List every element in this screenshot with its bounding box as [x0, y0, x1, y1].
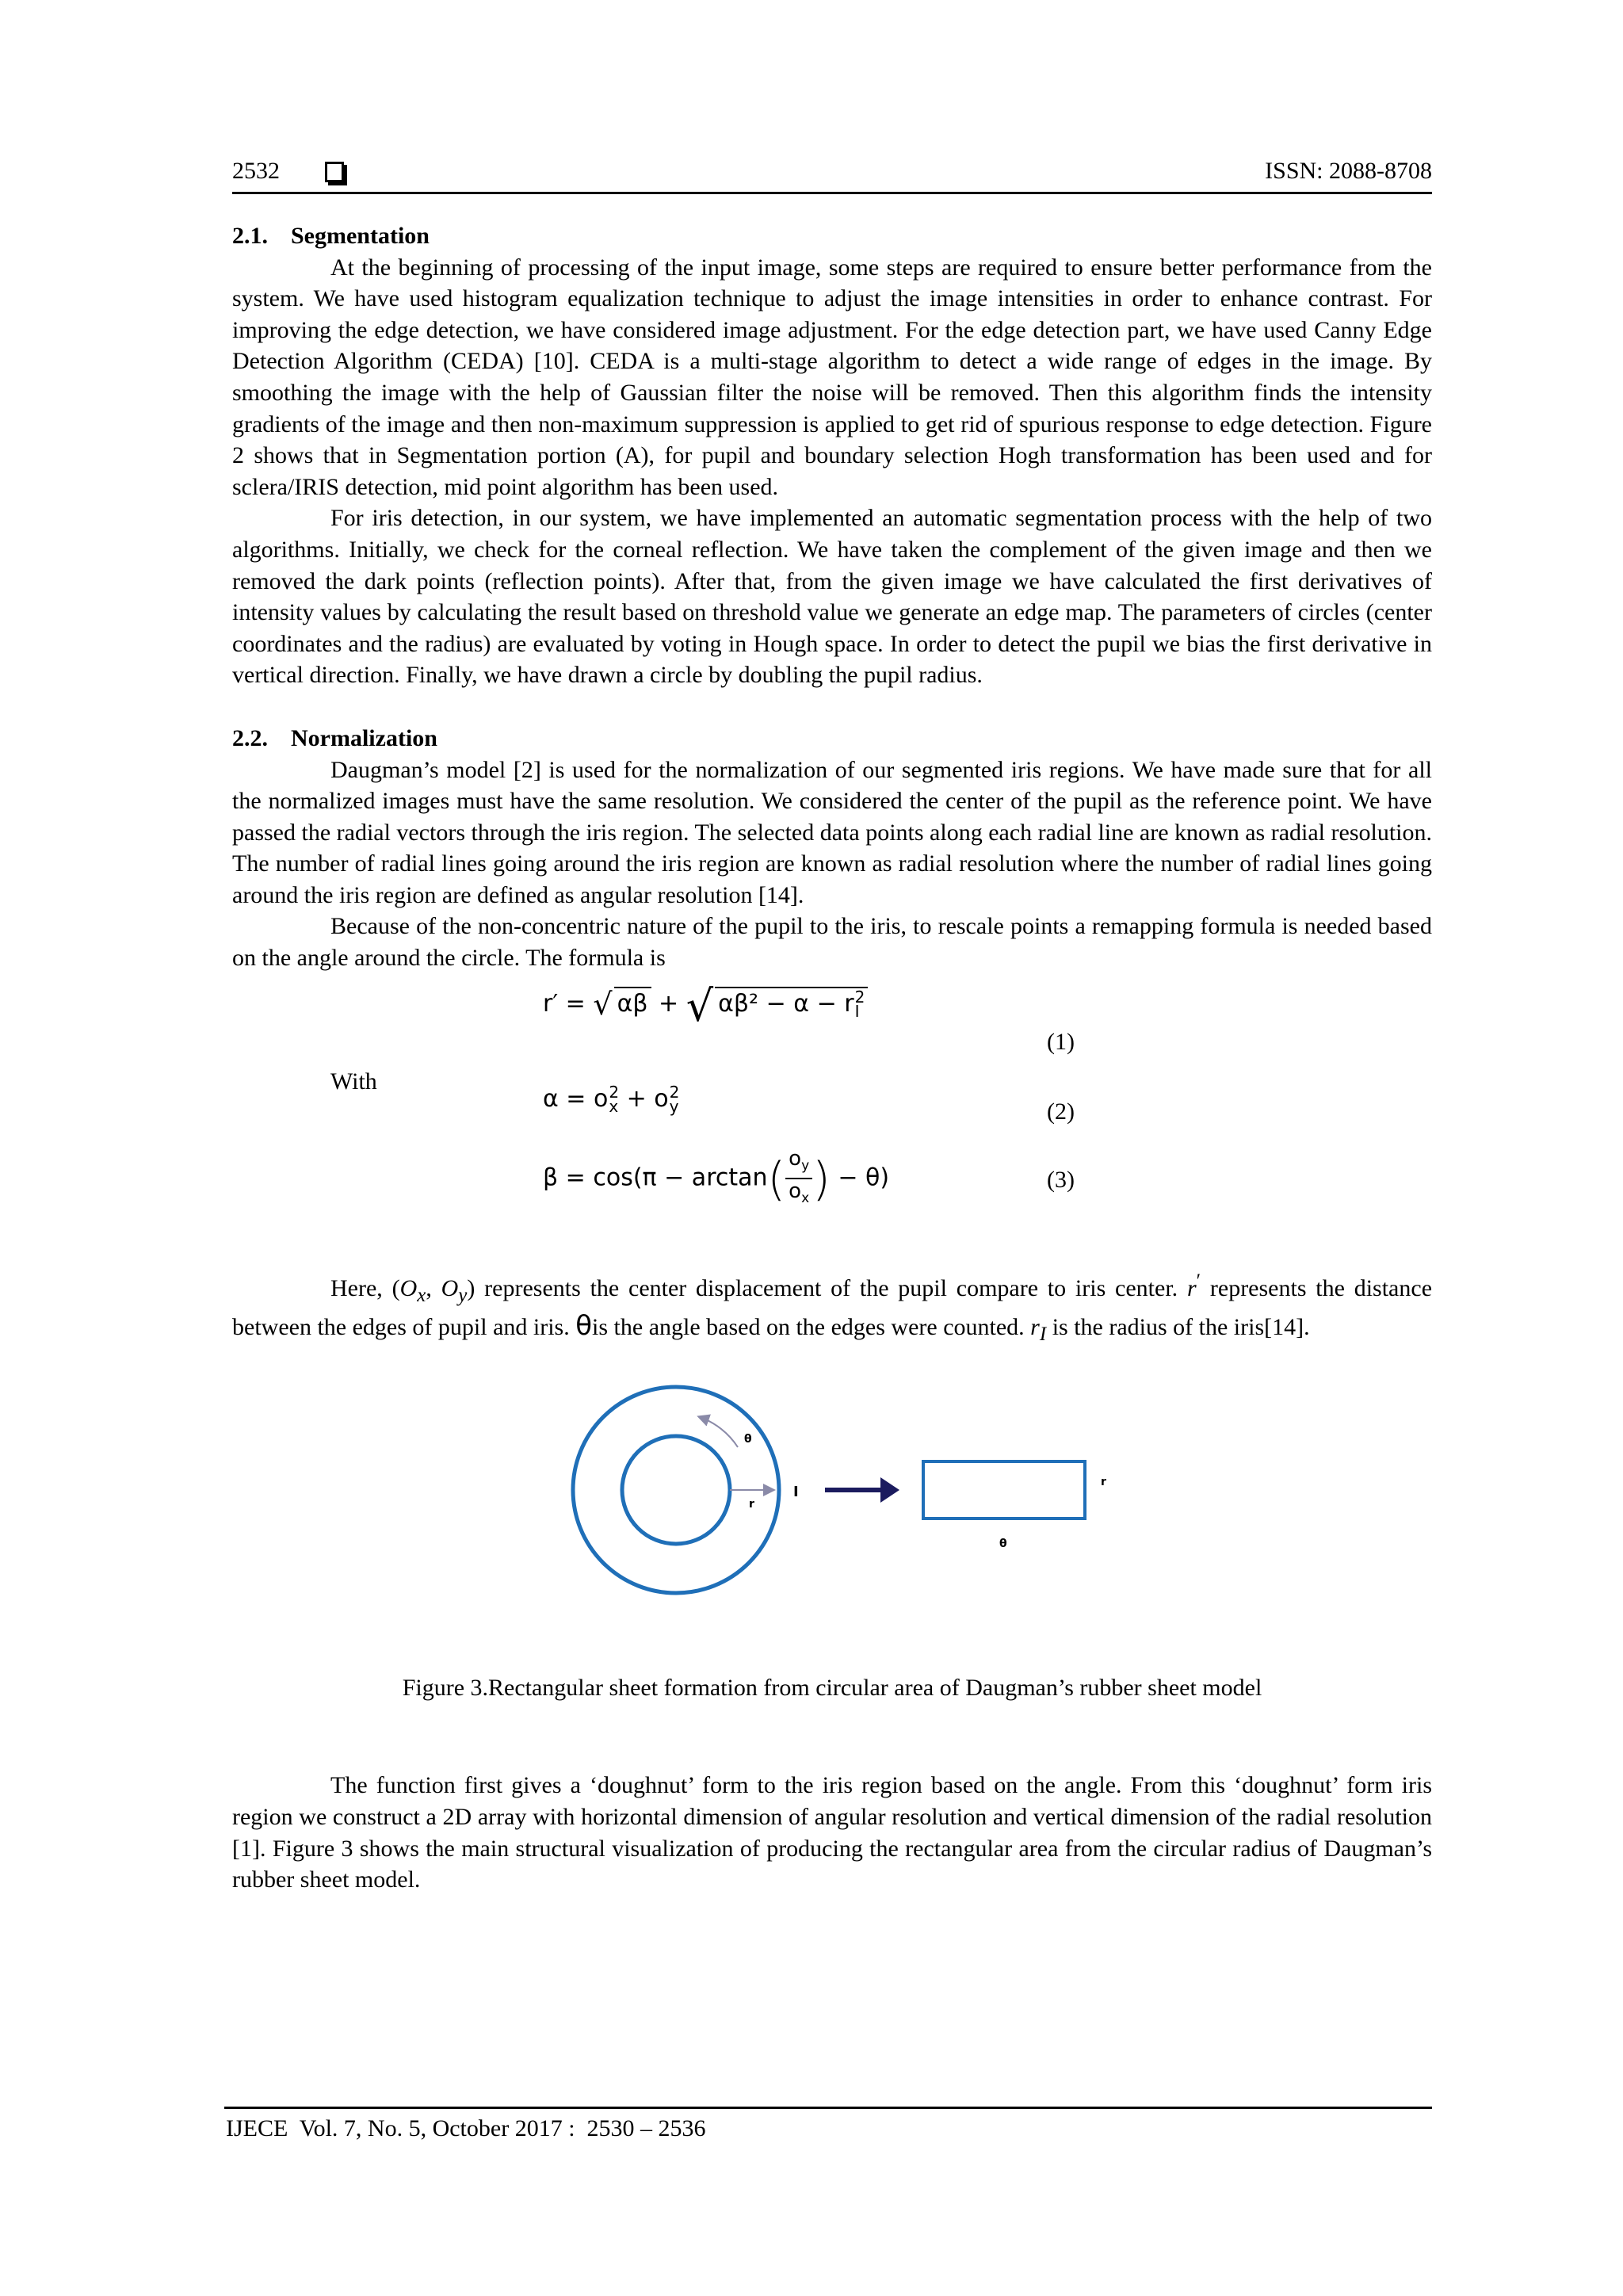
i-label: I: [793, 1483, 799, 1500]
rubber-sheet-diagram: [565, 1371, 1167, 1656]
theta-symbol: θ: [575, 1310, 593, 1343]
paragraph-normalization-2: Because of the non-concentric nature of the pupil to the iris, to rescale points a remapping formula is needed based on the angle around the circle. The formula is: [232, 913, 1432, 972]
eq2-mid: + o: [619, 1084, 669, 1113]
eq1-sup: 2: [854, 988, 865, 1007]
section-gap: [232, 691, 1432, 723]
equation-1: [543, 980, 868, 1031]
section-number: 2.1.: [232, 223, 268, 249]
eq1-lhs: r′ =: [543, 989, 594, 1018]
eq2-supsub-1: [609, 1083, 620, 1117]
ri-symbol: r: [1030, 1314, 1040, 1341]
eq1-radicand-2: [715, 987, 868, 1020]
normalized-rectangle: [923, 1461, 1085, 1519]
eq2-lhs: α = o: [543, 1084, 609, 1113]
eq3-fraction: [785, 1147, 812, 1210]
section-title: Normalization: [291, 724, 437, 751]
eq2-sub-1: x: [609, 1097, 619, 1117]
oy-symbol: O: [441, 1274, 459, 1301]
header-rule: [232, 192, 1432, 194]
page-number: 2532: [232, 158, 280, 184]
pupil-circle: [622, 1436, 730, 1544]
eq3-num-sub: y: [801, 1157, 810, 1174]
eq1-radicand-2-text: αβ² − α − r: [718, 989, 854, 1018]
paragraph-segmentation-1: At the beginning of processing of the input image, some steps are required to ensure better performance from the system. We have used histogram equalization technique to adjust the image intensities in order to enhance contrast. For improving the edge detection, we have considered image adjustment. For the edge detection part, we have used Canny Edge Detection Algorithm (CEDA) [10]. CEDA is a multi-stage algorithm to detect a wide range of edges in the image. By smoothing the image with the help of Gaussian filter the noise will be removed. Then this algorithm finds the intensity gradients of the image and then non-maximum suppression is applied to get rid of spurious response to edge detection. Figure 2 shows that in Segmentation portion (A), for pupil and boundary selection Hogh transformation has been used and for sclera/IRIS detection, mid point algorithm has been used.: [232, 254, 1432, 500]
journal-footer: IJECE Vol. 7, No. 5, October 2017 : 2530 – 2536: [226, 2115, 706, 2141]
paragraph-closing: The function first gives a ‘doughnut’ form to the iris region based on the angle. From this ‘doughnut’ form iris region we construct a 2D array with horizontal dimension of angular resolution and vertical dimension of the radial resolution [1]. Figure 3 shows the main structural visualization of producing the rectangular area from the circular radius of Daugman’s rubber sheet model.: [232, 1772, 1432, 1893]
section-heading-segmentation: [232, 220, 1432, 252]
eq1-plus: +: [651, 989, 686, 1018]
rect-r-label: r: [1101, 1475, 1106, 1488]
figure-3: [232, 1371, 1432, 1672]
equation-3: [543, 1147, 889, 1210]
section-heading-normalization: [232, 723, 1432, 755]
equation-number-3: (3): [1047, 1166, 1075, 1193]
transform-arrow-icon: [880, 1477, 899, 1503]
equation-number-1: (1): [1047, 1028, 1075, 1055]
main-content: [232, 220, 1432, 1896]
rect-theta-label: θ: [999, 1537, 1007, 1550]
eq3-numerator: [785, 1147, 812, 1179]
text-run: represents the distance between the edges of pupil and iris.: [232, 1274, 1433, 1341]
running-header: [232, 154, 1432, 189]
r-label: r: [749, 1497, 754, 1511]
paragraph-normalization-1: Daugman’s model [2] is used for the normalization of our segmented iris regions. We have made sure that for all the normalized images must have the same resolution. We considered the center of the pupil as the reference point. We have passed the radial vectors through the iris region. The selected data points along each radial line are known as radial resolution. The number of radial lines going around the iris region are known as radial resolution where the number of radial lines going around the iris region are defined as angular resolution [14].: [232, 756, 1432, 908]
eq2-sup-2: 2: [669, 1083, 680, 1102]
footer-rule: [224, 2107, 1432, 2109]
eq1-supsub: [854, 988, 865, 1022]
paragraph-explanation: [232, 1266, 1432, 1350]
figure-caption: Figure 3.Rectangular sheet formation from circular area of Daugman’s rubber sheet model: [402, 1674, 1262, 1701]
eq3-num-text: o: [789, 1146, 802, 1171]
equation-block: [232, 980, 1432, 1266]
text-run: is the angle based on the edges were counted.: [592, 1314, 1031, 1341]
r-prime-symbol: r: [1186, 1274, 1197, 1301]
section-number: 2.2.: [232, 724, 268, 751]
eq3-lhs: β = cos(π − arctan: [543, 1163, 768, 1192]
eq3-tail: − θ): [830, 1163, 890, 1192]
text-run: ) represents the center displacement of the pupil compare to iris center.: [467, 1274, 1187, 1301]
eq1-radicand-1: αβ: [614, 987, 651, 1020]
radical-sign: √: [593, 986, 613, 1022]
eq3-denominator: [785, 1179, 812, 1210]
prime-mark: ′: [1196, 1270, 1201, 1292]
equation-2: [543, 1083, 679, 1115]
eq3-den-sub: x: [801, 1190, 810, 1207]
oy-sub: y: [458, 1284, 468, 1306]
radical-sign: √: [685, 980, 714, 1031]
equation-number-2: (2): [1047, 1098, 1075, 1125]
ri-sub: I: [1039, 1324, 1047, 1346]
eq2-sub-2: y: [669, 1097, 679, 1117]
eq2-supsub-2: [669, 1083, 680, 1117]
checkbox-square-icon: [325, 162, 344, 182]
left-paren: (: [767, 1152, 786, 1206]
theta-label: θ: [744, 1432, 752, 1446]
eq2-sup-1: 2: [609, 1083, 620, 1102]
paragraph-segmentation-2: For iris detection, in our system, we have implemented an automatic segmentation process with the help of two algorithms. Initially, we check for the corneal reflection. We have taken the complement of the given image and then we removed the dark points (reflection points). After that, from the given image we have calculated the first derivatives of intensity values by calculating the result based on threshold value we generate an edge map. The parameters of circles (center coordinates and the radius) are evaluated by voting in Hough space. In order to detect the pupil we bias the first derivative in vertical direction. Finally, we have drawn a circle by doubling the pupil radius.: [232, 505, 1432, 689]
text-run: Here, (: [330, 1274, 400, 1301]
ox-symbol: O: [399, 1274, 418, 1301]
caption-gap: [232, 1703, 1432, 1770]
text-run: ,: [426, 1274, 441, 1301]
eq3-den-text: o: [789, 1179, 802, 1203]
issn-label: ISSN: 2088-8708: [1265, 158, 1432, 184]
eq1-sub: I: [854, 1002, 860, 1022]
right-paren: ): [812, 1152, 831, 1206]
ox-sub: x: [417, 1284, 426, 1306]
section-title: Segmentation: [291, 223, 430, 249]
text-run: is the radius of the iris[14].: [1046, 1314, 1310, 1341]
with-label: With: [330, 1068, 377, 1095]
